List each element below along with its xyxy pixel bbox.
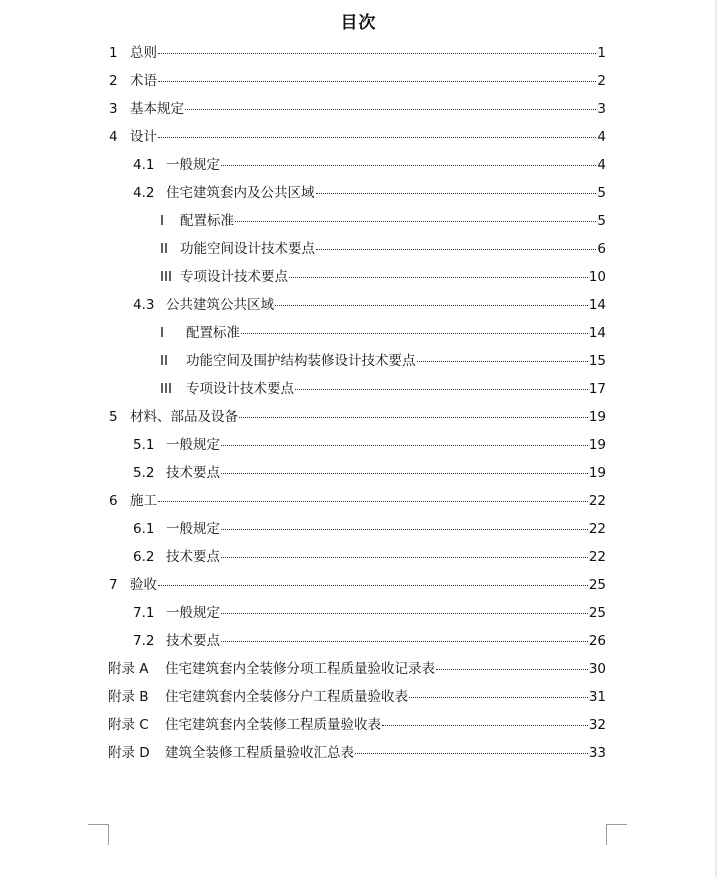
toc-entry-page: 22 bbox=[588, 493, 606, 509]
toc-entry-title: 专项设计技术要点 bbox=[180, 269, 288, 285]
dot-leader bbox=[417, 361, 588, 362]
toc-entry-number: II bbox=[160, 353, 168, 369]
toc-entry-page: 6 bbox=[597, 241, 606, 257]
toc-entry-title: 术语 bbox=[130, 73, 157, 89]
toc-entry-appendix-d[interactable] bbox=[108, 743, 606, 763]
toc-entry-3[interactable] bbox=[109, 99, 606, 119]
toc-entry-number: 4.1 bbox=[133, 157, 155, 173]
toc-entry-4[interactable] bbox=[109, 127, 606, 147]
dot-leader bbox=[316, 249, 596, 250]
toc-entry-4-1[interactable] bbox=[133, 155, 606, 175]
toc-entry-1[interactable] bbox=[109, 43, 606, 63]
toc-entry-page: 17 bbox=[588, 381, 606, 397]
toc-entry-title: 住宅建筑套内及公共区域 bbox=[166, 185, 315, 201]
toc-entry-number: 4.3 bbox=[133, 297, 155, 313]
toc-entry-page: 19 bbox=[588, 409, 606, 425]
dot-leader bbox=[275, 305, 588, 306]
toc-entry-title: 一般规定 bbox=[166, 437, 220, 453]
margin-corner-mark-left bbox=[88, 824, 109, 845]
toc-entry-appendix-a[interactable] bbox=[108, 659, 606, 679]
dot-leader bbox=[221, 557, 588, 558]
dot-leader bbox=[382, 725, 588, 726]
toc-entry-4-2-iii[interactable] bbox=[160, 267, 606, 287]
toc-entry-4-2-ii[interactable] bbox=[160, 239, 606, 259]
toc-entry-number: I bbox=[160, 325, 164, 341]
toc-entry-page: 32 bbox=[588, 717, 606, 733]
dot-leader bbox=[239, 417, 588, 418]
toc-entry-appendix-c[interactable] bbox=[108, 715, 606, 735]
toc-entry-page: 19 bbox=[588, 465, 606, 481]
toc-entry-title: 一般规定 bbox=[166, 157, 220, 173]
dot-leader bbox=[316, 193, 597, 194]
toc-entry-title: 功能空间及围护结构装修设计技术要点 bbox=[186, 353, 416, 369]
dot-leader bbox=[241, 333, 588, 334]
toc-entry-number: 附录 D bbox=[108, 745, 150, 761]
toc-entry-number: 附录 B bbox=[108, 689, 149, 705]
toc-entry-page: 5 bbox=[597, 213, 606, 229]
toc-entry-page: 15 bbox=[588, 353, 606, 369]
toc-entry-number: 6.2 bbox=[133, 549, 155, 565]
dot-leader bbox=[221, 641, 588, 642]
toc-entry-page: 1 bbox=[597, 45, 606, 61]
toc-entry-page: 4 bbox=[597, 129, 606, 145]
toc-entry-title: 一般规定 bbox=[166, 521, 220, 537]
toc-entry-4-2[interactable] bbox=[133, 183, 606, 203]
dot-leader bbox=[158, 501, 588, 502]
toc-entry-title: 技术要点 bbox=[166, 465, 220, 481]
toc-entry-page: 4 bbox=[597, 157, 606, 173]
toc-entry-page: 25 bbox=[588, 577, 606, 593]
toc-entry-title: 设计 bbox=[130, 129, 157, 145]
toc-entry-6[interactable] bbox=[109, 491, 606, 511]
toc-entry-number: I bbox=[160, 213, 164, 229]
toc-entry-page: 19 bbox=[588, 437, 606, 453]
toc-entry-appendix-b[interactable] bbox=[108, 687, 606, 707]
toc-entry-7-1[interactable] bbox=[133, 603, 606, 623]
toc-entry-number: 7 bbox=[109, 577, 118, 593]
dot-leader bbox=[158, 585, 588, 586]
toc-entry-4-3[interactable] bbox=[133, 295, 606, 315]
toc-entry-title: 一般规定 bbox=[166, 605, 220, 621]
toc-entry-number: 附录 C bbox=[108, 717, 149, 733]
toc-entry-title: 施工 bbox=[130, 493, 157, 509]
page-title: 目次 bbox=[340, 13, 377, 33]
toc-entry-number: 6.1 bbox=[133, 521, 155, 537]
dot-leader bbox=[355, 753, 588, 754]
toc-entry-page: 5 bbox=[597, 185, 606, 201]
toc-entry-6-1[interactable] bbox=[133, 519, 606, 539]
dot-leader bbox=[221, 445, 588, 446]
toc-entry-title: 住宅建筑套内全装修工程质量验收表 bbox=[165, 717, 381, 733]
toc-entry-number: 5.1 bbox=[133, 437, 155, 453]
toc-entry-number: 6 bbox=[109, 493, 118, 509]
toc-entry-4-2-i[interactable] bbox=[160, 211, 606, 231]
toc-entry-number: 附录 A bbox=[108, 661, 149, 677]
dot-leader bbox=[221, 473, 588, 474]
toc-entry-title: 基本规定 bbox=[130, 101, 184, 117]
dot-leader bbox=[221, 529, 588, 530]
toc-entry-page: 22 bbox=[588, 549, 606, 565]
toc-entry-number: III bbox=[160, 381, 172, 397]
dot-leader bbox=[235, 221, 596, 222]
toc-entry-title: 专项设计技术要点 bbox=[186, 381, 294, 397]
toc-entry-number: 7.1 bbox=[133, 605, 155, 621]
toc-entry-page: 3 bbox=[597, 101, 606, 117]
toc-entry-5-1[interactable] bbox=[133, 435, 606, 455]
toc-entry-title: 住宅建筑套内全装修分项工程质量验收记录表 bbox=[165, 661, 435, 677]
toc-entry-page: 10 bbox=[588, 269, 606, 285]
toc-entry-number: 5 bbox=[109, 409, 118, 425]
toc-entry-title: 材料、部品及设备 bbox=[130, 409, 238, 425]
toc-entry-title: 总则 bbox=[130, 45, 157, 61]
dot-leader bbox=[289, 277, 588, 278]
toc-entry-page: 33 bbox=[588, 745, 606, 761]
dot-leader bbox=[436, 669, 588, 670]
toc-entry-page: 2 bbox=[597, 73, 606, 89]
toc-entry-6-2[interactable] bbox=[133, 547, 606, 567]
toc-entry-4-3-i[interactable] bbox=[160, 323, 606, 343]
dot-leader bbox=[158, 81, 596, 82]
toc-entry-2[interactable] bbox=[109, 71, 606, 91]
toc-entry-5-2[interactable] bbox=[133, 463, 606, 483]
dot-leader bbox=[295, 389, 588, 390]
dot-leader bbox=[409, 697, 588, 698]
toc-entry-title: 公共建筑公共区域 bbox=[166, 297, 274, 313]
toc-entry-number: 4 bbox=[109, 129, 118, 145]
toc-entry-page: 22 bbox=[588, 521, 606, 537]
toc-entry-number: 3 bbox=[109, 101, 118, 117]
toc-entry-number: 5.2 bbox=[133, 465, 155, 481]
toc-entry-7[interactable] bbox=[109, 575, 606, 595]
toc-entry-number: 7.2 bbox=[133, 633, 155, 649]
dot-leader bbox=[185, 109, 596, 110]
toc-entry-title: 功能空间设计技术要点 bbox=[180, 241, 315, 257]
toc-entry-number: II bbox=[160, 241, 168, 257]
toc-entry-page: 30 bbox=[588, 661, 606, 677]
toc-entry-page: 31 bbox=[588, 689, 606, 705]
toc-entry-number: 4.2 bbox=[133, 185, 155, 201]
toc-entry-page: 14 bbox=[588, 297, 606, 313]
dot-leader bbox=[158, 137, 596, 138]
dot-leader bbox=[221, 165, 596, 166]
toc-entry-title: 验收 bbox=[130, 577, 157, 593]
toc-entry-page: 26 bbox=[588, 633, 606, 649]
toc-entry-number: 1 bbox=[109, 45, 118, 61]
toc-entry-page: 25 bbox=[588, 605, 606, 621]
margin-corner-mark-right bbox=[606, 824, 627, 845]
toc-entry-title: 配置标准 bbox=[180, 213, 234, 229]
toc-entry-page: 14 bbox=[588, 325, 606, 341]
toc-entry-5[interactable] bbox=[109, 407, 606, 427]
toc-entry-7-2[interactable] bbox=[133, 631, 606, 651]
toc-entry-title: 建筑全装修工程质量验收汇总表 bbox=[165, 745, 354, 761]
toc-entry-title: 配置标准 bbox=[186, 325, 240, 341]
toc-entry-number: 2 bbox=[109, 73, 118, 89]
toc-entry-title: 技术要点 bbox=[166, 633, 220, 649]
toc-entry-title: 住宅建筑套内全装修分户工程质量验收表 bbox=[165, 689, 408, 705]
toc-entry-4-3-ii[interactable] bbox=[160, 351, 606, 371]
dot-leader bbox=[158, 53, 596, 54]
dot-leader bbox=[221, 613, 588, 614]
toc-entry-title: 技术要点 bbox=[166, 549, 220, 565]
toc-entry-4-3-iii[interactable] bbox=[160, 379, 606, 399]
toc-entry-number: III bbox=[160, 269, 172, 285]
